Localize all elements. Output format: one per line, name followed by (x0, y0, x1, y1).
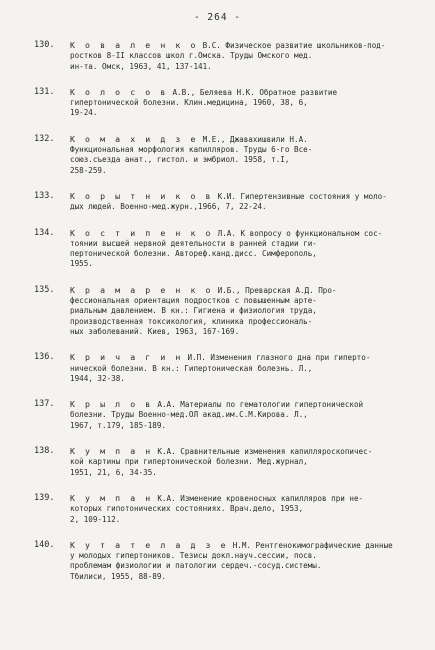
entry-line (70, 446, 426, 457)
entry-text: К.И. Гипертензивные состояния у моло- (213, 191, 387, 201)
bibliography-entry (34, 191, 426, 213)
entry-author: К р а м а р е н к о (70, 284, 214, 295)
entry-author: К у м п а н (70, 492, 153, 503)
entry-text: И.П. Изменения глазного дна при гиперто- (182, 353, 371, 363)
entry-line: 19-24. (70, 108, 98, 118)
entry-number: 135. (34, 284, 55, 295)
entry-line: союз.съезда анат., гистол. и эмбриол. 1958, т.I, (70, 155, 290, 165)
entry-text: К.А. Изменение кровеносных капилляров при не- (152, 493, 364, 503)
entry-number: 133. (34, 190, 55, 201)
entry-number: 132. (34, 133, 55, 144)
bibliography-entry (34, 540, 426, 582)
entry-line: тоянии высшей нервной деятельности в ранней стадии ги- (70, 238, 317, 248)
entry-author: К р ы л о в (70, 399, 153, 410)
bibliography-entry (34, 493, 426, 525)
bibliography-entry (34, 228, 426, 270)
entry-author: К о с т и п е н к о (70, 227, 214, 238)
entry-line (70, 134, 426, 145)
entry-line: гипертонической болезни. Клин.медицина, 1960, 38, 6, (70, 98, 308, 108)
entry-number: 136. (34, 352, 55, 363)
bibliography-entry (34, 87, 426, 119)
entry-line (70, 228, 426, 239)
entry-number: 134. (34, 227, 55, 238)
entry-line (70, 191, 426, 202)
entry-number: 137. (34, 399, 55, 410)
entry-author: К у м п а н (70, 446, 153, 457)
entry-line: Тбилиси, 1955, 88-89. (70, 571, 167, 581)
entry-line: 1944, 32-38. (70, 373, 125, 383)
entry-line: ных заболеваний. Киев, 1963, 167-169. (70, 326, 240, 336)
entry-author: К р и ч а г и н (70, 352, 183, 363)
entry-line (70, 540, 426, 551)
bibliography-entry (34, 399, 426, 431)
entry-line (70, 493, 426, 504)
entry-line (70, 87, 426, 98)
entry-text: Н.М. Рентгенокимографические данные (228, 540, 393, 550)
entry-text: А.В., Беляева Н.К. Обратное развитие (167, 87, 338, 97)
entry-line: 1951, 21, 6, 34-35. (70, 467, 157, 477)
bibliography-entry (34, 134, 426, 176)
entry-text: М.Е., Джавахишвили Н.А. (198, 134, 308, 144)
bibliography-entry (34, 352, 426, 384)
entry-line: 1955. (70, 259, 93, 269)
entry-author: К о р ы т н и к о в (70, 190, 214, 201)
bibliography-entry (34, 40, 426, 72)
bibliography-entry (34, 285, 426, 337)
entry-number: 130. (34, 40, 55, 50)
entry-author: К о л о с о в (70, 86, 168, 97)
entry-line: фессиональная ориентация подростков с повышенным арте- (70, 296, 317, 306)
entry-number: 131. (34, 86, 55, 97)
entry-number: 140. (34, 539, 55, 550)
entry-line: ростков 8-II классов школ г.Омска. Труды Омского мед. (70, 51, 313, 61)
page-number: - 264 - (193, 12, 242, 23)
entry-line: у молодых гипертоников. Тезисы докл.науч.сессии, посв. (70, 551, 317, 561)
entry-line: 2, 109-112. (70, 514, 121, 524)
entry-line: производственная токсикология, клиника профессиональ- (70, 316, 313, 326)
entry-line: проблемам физиологии и патологии сердеч.-сосуд.системы. (70, 561, 322, 571)
bibliography-entry (34, 446, 426, 478)
entry-number: 138. (34, 446, 55, 457)
entry-author: К у т а т е л а д з е (70, 539, 229, 550)
entry-line (70, 352, 426, 363)
entry-text: И.Б., Преварская А.Д. Про- (213, 285, 337, 295)
entry-line: нической болезни. В кн.: Гипертоническая болезнь. Л., (70, 363, 313, 373)
entry-text: Л.А. К вопросу о функциональном сос- (213, 228, 383, 238)
entry-text: А.А. Материалы по гематологии гипертонической (152, 400, 364, 410)
entry-text: К.А. Сравнительные изменения капилляроскопичес- (152, 447, 373, 457)
entry-line: которых гипотонических состояниях. Врач.дело, 1953, (70, 504, 304, 514)
entry-text: В.С. Физическое развитие школьников-под- (198, 41, 386, 50)
entry-line: дых людей. Военно-мед.журн.,1966, 7, 22-24. (70, 202, 267, 212)
entry-line: 1967, т.179, 185-189. (70, 420, 167, 430)
entry-line: Функциональная морфология капилляров. Труды 6-го Все- (70, 145, 313, 155)
entry-line: пертонической болезни. Автореф.канд.дисс. Симферополь, (70, 249, 317, 259)
entry-line (70, 40, 426, 51)
entry-author: К о м а х и д з е (70, 133, 198, 144)
bibliography-list (34, 40, 426, 597)
entry-line (70, 399, 426, 410)
entry-line: ин-та. Омск, 1963, 41, 137-141. (70, 61, 212, 71)
entry-number: 139. (34, 492, 55, 503)
entry-line: риальным давлением. В кн.: Гигиена и физиология труда, (70, 306, 317, 316)
entry-line: 258-259. (70, 165, 107, 175)
entry-line: болезни. Труды Военно-мед.ОЛ акад.им.С.М.Кирова. Л., (70, 410, 308, 420)
entry-author: К о в а л е н к о (70, 40, 198, 50)
entry-line: кой картины при гипертонической болезни. Мед.журнал, (70, 457, 308, 467)
entry-line (70, 285, 426, 296)
